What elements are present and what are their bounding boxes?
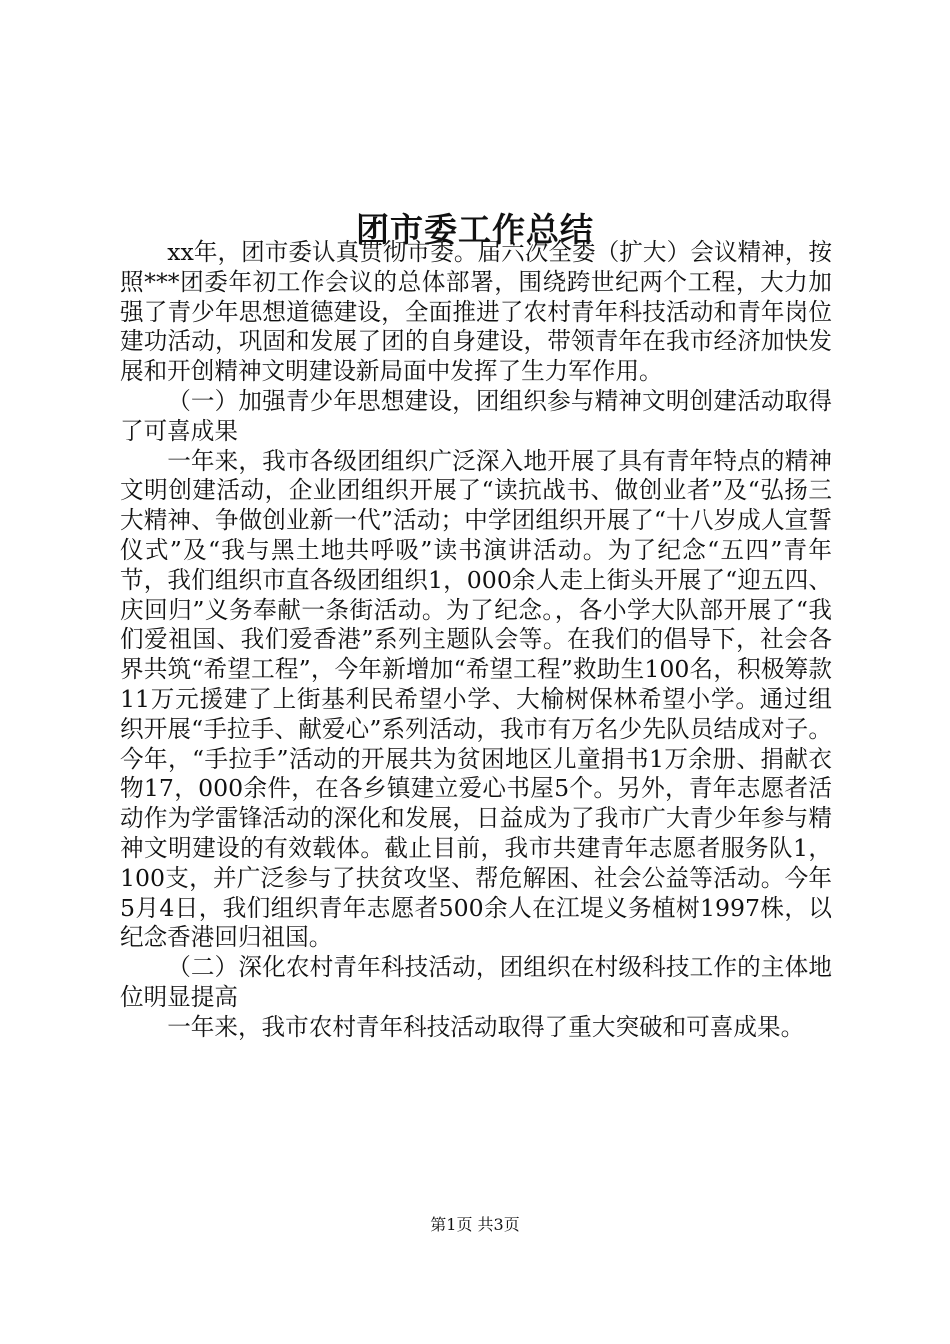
page-footer: 第1页 共3页 [430, 1215, 520, 1234]
paragraph-intro: xx年，团市委认真贯彻市委。届六次全委（扩大）会议精神，按照***团委年初工作会议的总体部署，围绕跨世纪两个工程，大力加强了青少年思想道德建设，全面推进了农村青年科技活动和青年岗位建功活动，巩固和发展了团的自身建设，带领青年在我市经济加快发展和开创精神文明建设新局面中发挥了生力军作用。 [120, 238, 832, 386]
document-body [120, 238, 832, 1043]
page-title: 团市委工作总结 [356, 210, 594, 250]
paragraph-section-1: 一年来，我市各级团组织广泛深入地开展了具有青年特点的精神文明创建活动，企业团组织开展了“读抗战书、做创业者”及“弘扬三大精神、争做创业新一代”活动；中学团组织开展了“十八岁成人宣誓仪式”及“我与黑土地共呼吸”读书演讲活动。为了纪念“五四”青年节，我们组织市直各级团组织1，000余人走上街头开展了“迎五四、庆回归”义务奉献一条街活动。为了纪念。，各小学大队部开展了“我们爱祖国、我们爱香港”系列主题队会等。在我们的倡导下，社会各界共筑“希望工程”，今年新增加“希望工程”救助生100名，积极筹款11万元援建了上街基利民希望小学、大榆树保林希望小学。通过组织开展“手拉手、献爱心”系列活动，我市有万名少先队员结成对子。今年，“手拉手”活动的开展共为贫困地区儿童捐书1万余册、捐献衣物17，000余件，在各乡镇建立爱心书屋5个。另外，青年志愿者活动作为学雷锋活动的深化和发展，日益成为了我市广大青少年参与精神文明建设的有效载体。截止目前，我市共建青年志愿者服务队1，100支，并广泛参与了扶贫攻坚、帮危解困、社会公益等活动。今年5月4日，我们组织青年志愿者500余人在江堤义务植树1997株，以纪念香港回归祖国。 [120, 446, 832, 952]
section-heading-2: （二）深化农村青年科技活动，团组织在村级科技工作的主体地位明显提高 [120, 953, 832, 1011]
paragraph-section-2: 一年来，我市农村青年科技活动取得了重大突破和可喜成果。 [167, 1012, 805, 1041]
section-heading-1: （一）加强青少年思想建设，团组织参与精神文明创建活动取得了可喜成果 [120, 386, 832, 445]
